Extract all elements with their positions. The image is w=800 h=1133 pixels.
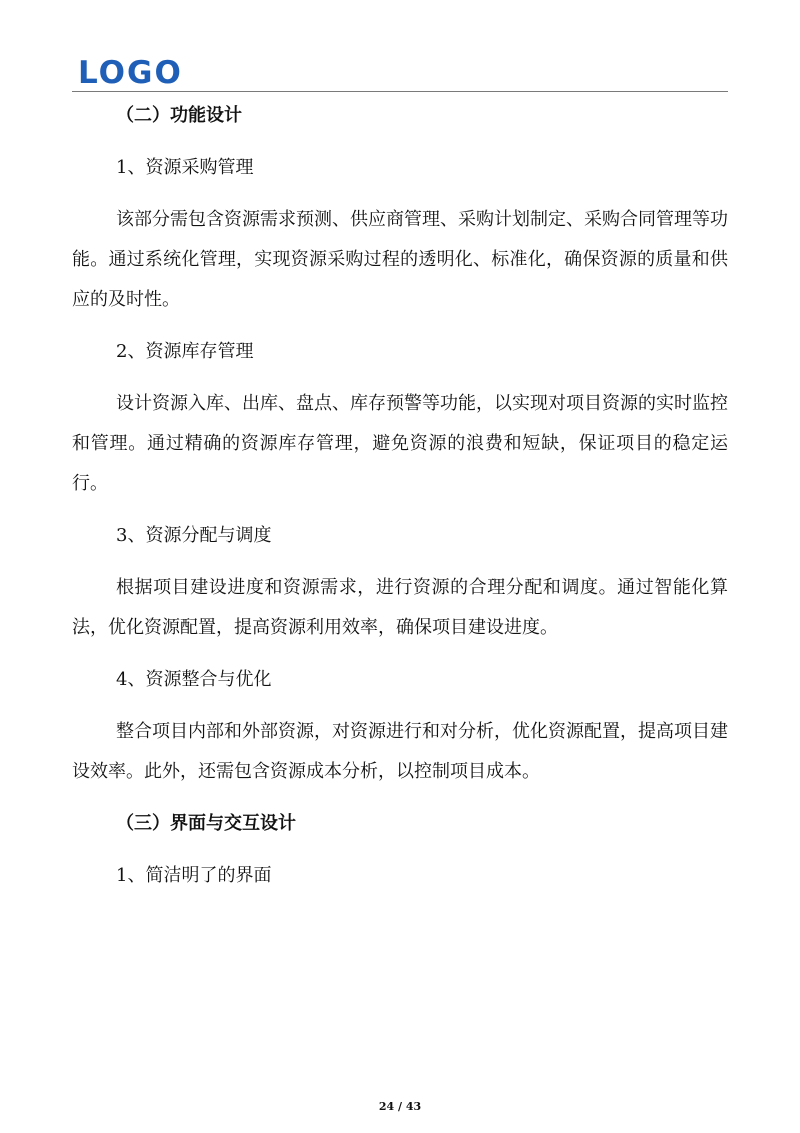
paragraph-integration: 整合项目内部和外部资源，对资源进行和对分析，优化资源配置，提高项目建设效率。此外，还需包含资源成本分析，以控制项目成本。 <box>72 721 728 782</box>
section-heading-function-design: （二）功能设计 <box>116 105 242 126</box>
page-number: 24 / 43 <box>378 1100 422 1113</box>
subheading-allocation: 3、资源分配与调度 <box>116 525 272 546</box>
header-divider <box>72 91 728 92</box>
subheading-simple-ui: 1、简洁明了的界面 <box>116 865 272 886</box>
subheading-inventory: 2、资源库存管理 <box>116 341 254 362</box>
paragraph-inventory: 设计资源入库、出库、盘点、库存预警等功能，以实现对项目资源的实时监控和管理。通过精确的资源库存管理，避免资源的浪费和短缺，保证项目的稳定运行。 <box>72 393 728 494</box>
subheading-integration: 4、资源整合与优化 <box>116 669 272 690</box>
paragraph-allocation: 根据项目建设进度和资源需求，进行资源的合理分配和调度。通过智能化算法，优化资源配置，提高资源利用效率，确保项目建设进度。 <box>72 577 728 638</box>
section-heading-ui-design: （三）界面与交互设计 <box>116 813 296 834</box>
paragraph-procurement: 该部分需包含资源需求预测、供应商管理、采购计划制定、采购合同管理等功能。通过系统化管理，实现资源采购过程的透明化、标准化，确保资源的质量和供应的及时性。 <box>72 209 728 310</box>
document-body <box>72 96 728 896</box>
logo: LOGO <box>78 55 183 91</box>
subheading-procurement: 1、资源采购管理 <box>116 157 254 178</box>
